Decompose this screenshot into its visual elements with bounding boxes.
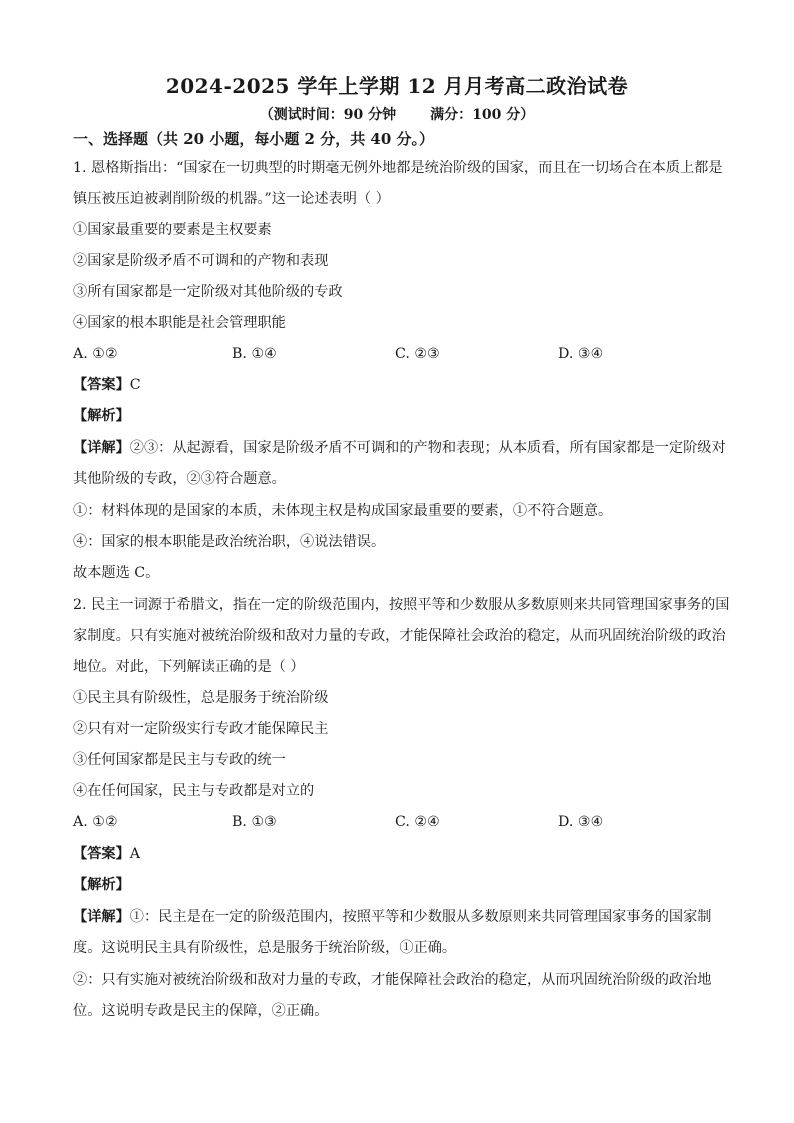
q1-option-d: D. ③④ bbox=[558, 346, 604, 362]
q2-answer bbox=[73, 844, 733, 864]
q1-statement-2: ②国家是阶级矛盾不可调和的产物和表现 bbox=[73, 253, 329, 269]
answer-value: C bbox=[129, 377, 141, 393]
q1-detail-line-1: 【详解】②③：从起源看，国家是阶级矛盾不可调和的产物和表现；从本质看，所有国家都是一定阶级对 bbox=[73, 440, 726, 456]
answer-tag: 【答案】 bbox=[73, 377, 130, 393]
exam-score: 满分：100 分） bbox=[430, 107, 535, 123]
answer-value: A bbox=[129, 846, 141, 862]
q1-option-a: A. ①② bbox=[73, 346, 118, 362]
exam-info bbox=[0, 104, 794, 124]
detail-tag: 【详解】 bbox=[73, 909, 130, 925]
q2-option-b: B. ①③ bbox=[232, 814, 277, 830]
q2-statement-3: ③任何国家都是民主与专政的统一 bbox=[73, 752, 286, 768]
q1-statement-3: ③所有国家都是一定阶级对其他阶级的专政 bbox=[73, 284, 343, 300]
q2-detail-line-3: ②：只有实施对被统治阶级和敌对力量的专政，才能保障社会政治的稳定，从而巩固统治阶级的政治地 bbox=[73, 972, 712, 988]
q2-analysis-tag: 【解析】 bbox=[73, 877, 130, 893]
q2-statement-1: ①民主具有阶级性，总是服务于统治阶级 bbox=[73, 690, 329, 706]
q1-stem-line-1: 1. 恩格斯指出：“国家在一切典型的时期毫无例外地都是统治阶级的国家，而且在一切场合在本质上都是 bbox=[73, 160, 723, 176]
q2-stem-line-1: 2. 民主一词源于希腊文，指在一定的阶级范围内，按照平等和少数服从多数原则来共同管理国家事务的国 bbox=[73, 597, 730, 613]
q1-stem-line-2: 镇压被压迫被剥削阶级的机器。”这一论述表明（ ） bbox=[73, 191, 390, 207]
q2-detail-line-4: 位。这说明专政是民主的保障，②正确。 bbox=[73, 1003, 329, 1019]
q1-option-c: C. ②③ bbox=[395, 346, 440, 362]
section-heading: 一、选择题（共 20 小题，每小题 2 分，共 40 分。） bbox=[73, 130, 435, 148]
q2-option-c: C. ②④ bbox=[395, 814, 440, 830]
q2-statement-4: ④在任何国家，民主与专政都是对立的 bbox=[73, 783, 315, 799]
q1-detail-line-4: ④：国家的根本职能是政治统治职，④说法错误。 bbox=[73, 534, 386, 550]
q1-conclusion: 故本题选 C。 bbox=[73, 565, 160, 581]
detail-tag: 【详解】 bbox=[73, 440, 130, 456]
q1-answer bbox=[73, 375, 733, 395]
answer-tag: 【答案】 bbox=[73, 846, 130, 862]
q2-detail-line-2: 度。这说明民主具有阶级性，总是服务于统治阶级，①正确。 bbox=[73, 940, 457, 956]
q2-option-d: D. ③④ bbox=[558, 814, 604, 830]
q2-detail-line-1: 【详解】①：民主是在一定的阶级范围内，按照平等和少数服从多数原则来共同管理国家事务的国家制 bbox=[73, 909, 712, 925]
q1-detail-line-2: 其他阶级的专政，②③符合题意。 bbox=[73, 471, 286, 487]
q1-detail-line-3: ①：材料体现的是国家的本质，未体现主权是构成国家最重要的要素，①不符合题意。 bbox=[73, 503, 613, 519]
q1-analysis-tag: 【解析】 bbox=[73, 408, 130, 424]
q1-statement-1: ①国家最重要的要素是主权要素 bbox=[73, 222, 272, 238]
q2-statement-2: ②只有对一定阶级实行专政才能保障民主 bbox=[73, 721, 329, 737]
q1-option-b: B. ①④ bbox=[232, 346, 277, 362]
q2-stem-line-2: 家制度。只有实施对被统治阶级和敌对力量的专政，才能保障社会政治的稳定，从而巩固统治阶级的政治 bbox=[73, 628, 726, 644]
q1-statement-4: ④国家的根本职能是社会管理职能 bbox=[73, 315, 286, 331]
exam-time: （测试时间：90 分钟 bbox=[259, 107, 397, 123]
q2-stem-line-3: 地位。对此，下列解读正确的是（ ） bbox=[73, 659, 305, 675]
page-title: 2024-2025 学年上学期 12 月月考高二政治试卷 bbox=[165, 74, 629, 98]
q2-option-a: A. ①② bbox=[73, 814, 118, 830]
